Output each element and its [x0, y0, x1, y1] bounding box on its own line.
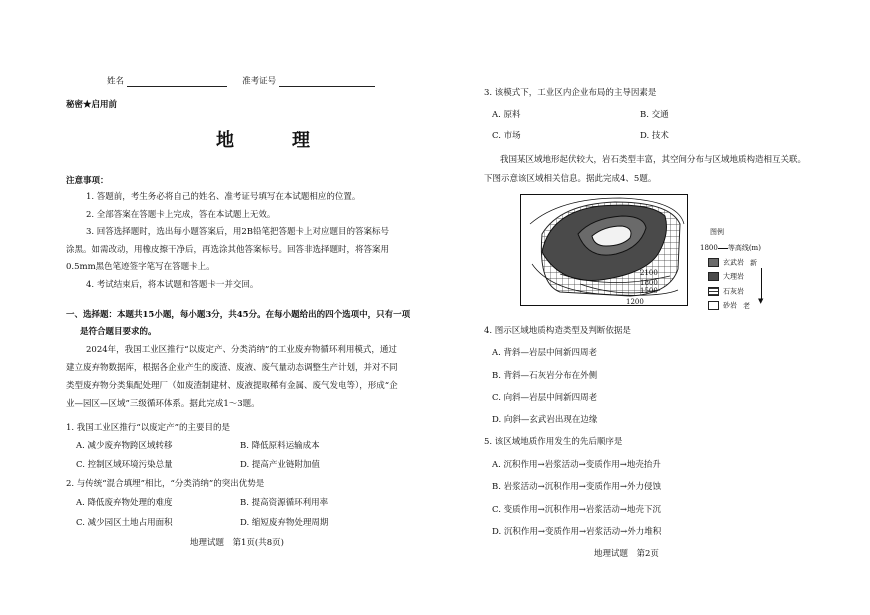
question-1-stem: 1. 我国工业区推行“以废定产”的主要目的是	[66, 423, 231, 433]
footer-left: 地理试题 第1页(共8页)	[190, 538, 284, 548]
question-4-stem: 4. 图示区域地质构造类型及判断依据是	[484, 326, 631, 336]
contour-label: 2100	[640, 269, 658, 277]
section-heading: 一、选择题：本题共15小题，每小题3分，共45分。在每小题给出的四个选项中，只有一项	[66, 310, 411, 320]
question-2-option-a: A. 降低废弃物处理的难度	[76, 498, 173, 508]
question-2-option-b: B. 提高资源循环利用率	[240, 498, 329, 508]
question-5-option-b: B. 岩浆活动→沉积作用→变质作用→外力侵蚀	[492, 482, 662, 492]
legend-item-sandstone: 砂岩 老	[708, 301, 750, 310]
question-3-option-a: A. 原料	[492, 110, 521, 120]
question-5-option-a: A. 沉积作用→岩浆活动→变质作用→地壳抬升	[492, 460, 661, 470]
age-arrow	[761, 268, 762, 300]
age-arrow-head: ▼	[758, 297, 764, 305]
notice-item: 0.5mm黑色笔迹签字笔写在答题卡上。	[66, 262, 215, 272]
passage-line: 类型废弃物分类集配处理厂（如废渣制建材、废液提取稀有金属、废气发电等），形成“企	[66, 381, 398, 391]
question-1-option-c: C. 控制区域环境污染总量	[76, 460, 173, 470]
passage-line: 2024年，我国工业区推行“以废定产、分类消纳”的工业废弃物循环利用模式，通过	[86, 345, 397, 355]
question-2-option-c: C. 减少园区土地占用面积	[76, 518, 173, 528]
id-blank	[279, 76, 375, 87]
secret-mark: 秘密★启用前	[66, 100, 118, 110]
question-3-option-c: C. 市场	[492, 131, 521, 141]
question-5-option-c: C. 变质作用→沉积作用→岩浆活动→地壳下沉	[492, 505, 661, 515]
name-row	[107, 76, 375, 87]
question-1-option-b: B. 降低原料运输成本	[240, 441, 320, 451]
question-1-option-a: A. 减少废弃物跨区域转移	[76, 441, 173, 451]
legend-contour: 1800 等高线(m)	[700, 244, 761, 252]
notice-heading: 注意事项：	[66, 176, 109, 186]
contour-label: 1200	[626, 298, 644, 306]
legend-title: 图例	[710, 228, 724, 236]
question-3-option-b: B. 交通	[640, 110, 669, 120]
contour-label: 1800	[640, 279, 658, 287]
name-label: 姓名	[107, 76, 125, 87]
question-3-option-d: D. 技术	[640, 131, 669, 141]
notice-item: 2. 全部答案在答题卡上完成，答在本试题上无效。	[86, 210, 276, 220]
question-2-option-d: D. 缩短废弃物处理周期	[240, 518, 329, 528]
passage-line: 我国某区域地形起伏较大，岩石类型丰富，其空间分布与区域地质构造相互关联。	[500, 155, 807, 165]
notice-item: 3. 回答选择题时，选出每小题答案后，用2B铅笔把答题卡上对应题目的答案标号	[86, 227, 389, 237]
section-heading-cont: 是符合题目要求的。	[80, 327, 157, 337]
passage-line: 业—园区—区域”三级循环体系。据此完成1～3题。	[66, 399, 260, 409]
contour-label: 1500	[640, 287, 658, 295]
question-4-option-d: D. 向斜—玄武岩出现在边缘	[492, 415, 598, 425]
notice-item: 4. 考试结束后，将本试题和答题卡一并交回。	[86, 280, 259, 290]
page-title: 地 理	[216, 130, 330, 151]
question-5-option-d: D. 沉积作用→变质作用→岩浆活动→外力堆积	[492, 527, 662, 537]
footer-right: 地理试题 第2页	[594, 549, 659, 559]
legend-item-basalt: 玄武岩 新	[708, 258, 757, 267]
passage-line: 下图示意该区域相关信息。据此完成4、5题。	[484, 174, 657, 184]
geology-map	[520, 194, 688, 310]
id-label: 准考证号	[242, 76, 277, 87]
notice-item: 1. 答题前，考生务必将自己的姓名、准考证号填写在本试题相应的位置。	[86, 192, 361, 202]
question-1-option-d: D. 提高产业链附加值	[240, 460, 320, 470]
legend-item-limestone: 石灰岩	[708, 287, 744, 296]
name-blank	[127, 76, 227, 87]
question-4-option-c: C. 向斜—岩层中间新四周老	[492, 393, 598, 403]
geology-map-svg	[520, 194, 688, 306]
question-2-stem: 2. 与传统“混合填埋”相比，“分类消纳”的突出优势是	[66, 479, 265, 489]
question-5-stem: 5. 该区域地质作用发生的先后顺序是	[484, 437, 623, 447]
passage-line: 建立废弃物数据库，根据各企业产生的废渣、废液、废气量动态调整生产计划，并对不同	[66, 363, 398, 373]
notice-item: 涂黑。如需改动，用橡皮擦干净后，再选涂其他答案标号。回答非选择题时，将答案用	[66, 245, 390, 255]
question-3-stem: 3. 该模式下，工业区内企业布局的主导因素是	[484, 88, 657, 98]
question-4-option-a: A. 背斜—岩层中间新四周老	[492, 348, 598, 358]
question-4-option-b: B. 背斜—石灰岩分布在外侧	[492, 371, 598, 381]
legend-item-marble: 大理岩	[708, 272, 744, 281]
map-legend	[710, 228, 724, 237]
